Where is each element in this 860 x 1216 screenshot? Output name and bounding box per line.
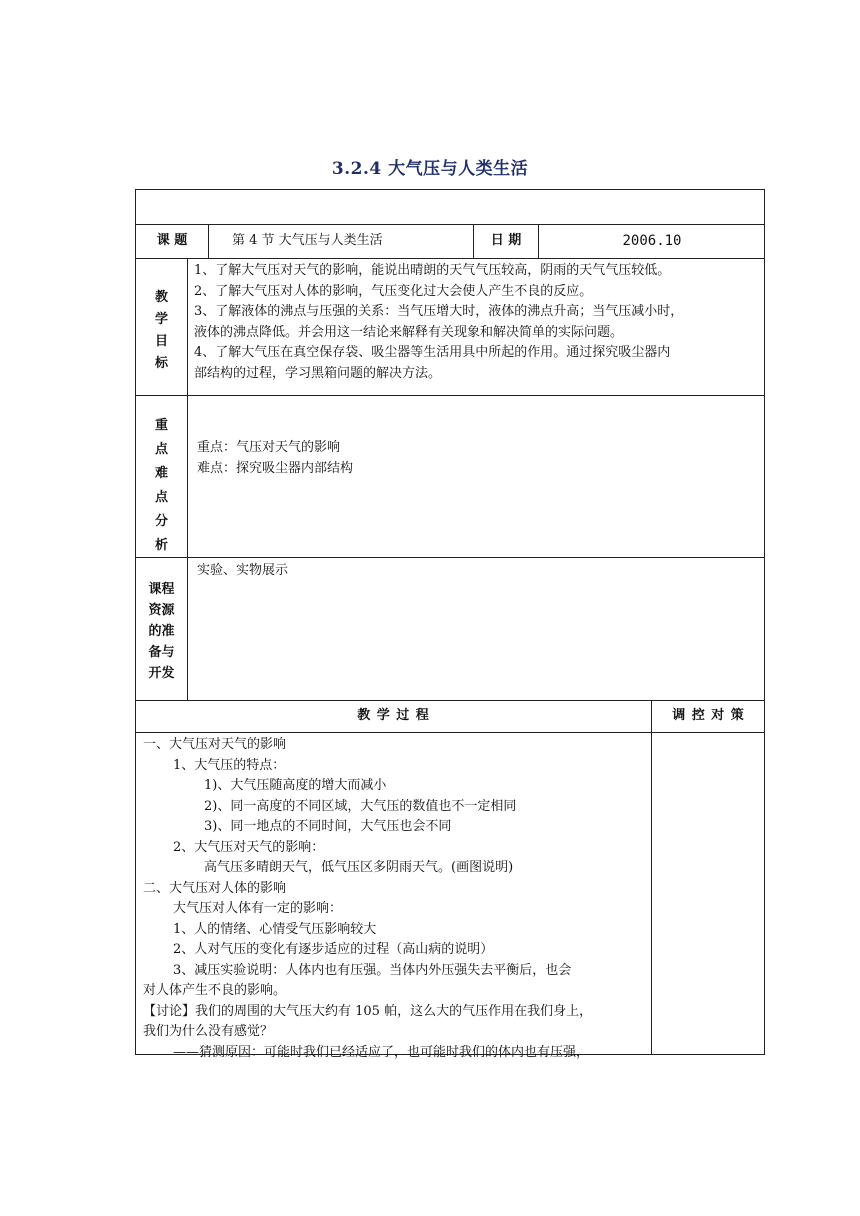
objectives-text [194, 261, 683, 384]
label-char: 标 [154, 356, 168, 371]
process-line: 3)、同一地点的不同时间，大气压也会不同 [204, 819, 452, 834]
label-line: 资源 [148, 603, 175, 618]
row-divider [135, 224, 765, 225]
label-char: 点 [154, 442, 168, 457]
objective-line: 部结构的过程，学习黑箱问题的解决方法。 [194, 365, 442, 381]
key-points-text [197, 437, 353, 479]
objective-line: 液体的沸点降低。并会用这一结论来解释有关现象和解决简单的实际问题。 [194, 324, 624, 340]
column-divider [187, 258, 188, 700]
row-divider [135, 258, 765, 259]
process-line: 1、大气压的特点： [173, 757, 286, 773]
date-value: 2006.10 [622, 233, 682, 249]
row-divider [135, 700, 765, 701]
label-char: 分 [154, 514, 168, 529]
process-line: 2、人对气压的变化有逐步适应的过程（高山病的说明） [173, 942, 494, 957]
key-point-line: 重点：气压对天气的影响 [197, 440, 341, 455]
label-char: 教 [154, 290, 168, 305]
row-divider [135, 732, 765, 733]
process-line: 我们为什么没有感觉？ [143, 1024, 274, 1039]
label-line: 课程 [148, 582, 175, 597]
process-line: 1、人的情绪、心情受气压影响较大 [173, 921, 377, 937]
label-line: 开发 [148, 666, 175, 681]
key-point-line: 难点：探究吸尘器内部结构 [197, 461, 354, 476]
process-line: 【讨论】我们的周围的大气压大约有 105 帕，这么大的气压作用在我们身上， [143, 1003, 593, 1019]
process-line: 3、减压实验说明：人体内也有压强。当体内外压强失去平衡后，也会 [173, 962, 572, 978]
row-divider [135, 557, 765, 558]
resources-value: 实验、实物展示 [197, 563, 289, 578]
process-line: 二、大气压对人体的影响 [143, 880, 287, 896]
process-line: 对人体产生不良的影响。 [143, 983, 287, 998]
control-strategy-header: 调 控 对 策 [672, 708, 745, 723]
label-char: 学 [154, 312, 168, 327]
label-line: 的准 [148, 624, 175, 639]
objective-line: 1、了解大气压对天气的影响，能说出晴朗的天气气压较高，阴雨的天气气压较低。 [194, 263, 671, 278]
process-line: 一、大气压对天气的影响 [143, 737, 287, 752]
process-line: 大气压对人体有一定的影响： [173, 901, 343, 916]
column-divider [651, 700, 652, 1055]
label-char: 重 [154, 418, 168, 433]
process-line: 高气压多晴朗天气，低气压区多阴雨天气。(画图说明) [204, 860, 514, 875]
process-line: 2)、同一高度的不同区域，大气压的数值也不一定相同 [204, 798, 517, 814]
process-text [143, 735, 592, 1063]
objectives-label [136, 287, 187, 375]
resources-label [136, 579, 187, 684]
column-divider [208, 224, 209, 258]
row-divider [135, 395, 765, 396]
label-char: 析 [154, 538, 168, 553]
objective-line: 3、了解液体的沸点与压强的关系：当气压增大时，液体的沸点升高；当气压减小时， [194, 304, 684, 319]
label-char: 目 [154, 334, 168, 349]
key-points-label [136, 414, 187, 558]
process-line: 2、大气压对天气的影响： [173, 839, 325, 855]
topic-label: 课 题 [156, 233, 188, 248]
objective-line: 4、了解大气压在真空保存袋、吸尘器等生活用具中所起的作用。通过探究吸尘器内 [194, 345, 671, 360]
process-header: 教 学 过 程 [357, 708, 430, 723]
objective-line: 2、了解大气压对人体的影响，气压变化过大会使人产生不良的反应。 [194, 283, 593, 299]
label-char: 点 [154, 490, 168, 505]
topic-value: 第 4 节 大气压与人类生活 [232, 233, 383, 248]
process-line: 1)、大气压随高度的增大而减小 [204, 778, 387, 793]
label-char: 难 [154, 466, 168, 481]
date-label: 日 期 [490, 233, 522, 248]
page-title: 3.2.4 大气压与人类生活 [331, 159, 529, 179]
process-line: ——猜测原因：可能时我们已经适应了，也可能时我们的体内也有压强， [173, 1044, 590, 1060]
label-line: 备与 [148, 645, 175, 660]
